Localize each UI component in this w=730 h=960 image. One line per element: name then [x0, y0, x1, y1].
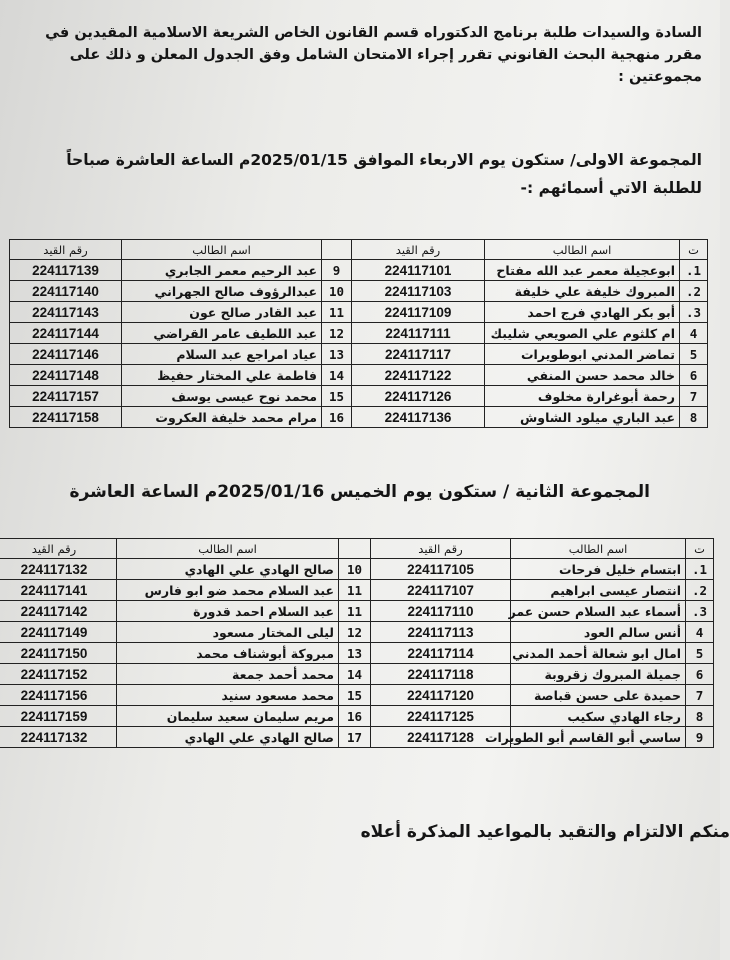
intro-line-1: السادة والسيدات طلبة برنامج الدكتوراه قسم القانون الخاص الشريعة الاسلامية المقيدين في: [45, 25, 702, 41]
row-index-cell: 3.: [680, 302, 708, 323]
registration-number-cell: 224117143: [10, 302, 122, 323]
registration-number-cell: 224117111: [352, 323, 485, 344]
student-name-cell: أنس سالم العود: [511, 622, 686, 643]
registration-number-cell: 224117126: [352, 386, 485, 407]
registration-number-cell: 224117120: [371, 685, 511, 706]
header-registration-number-2: رقم القيد: [0, 539, 117, 559]
registration-number-cell: 224117122: [352, 365, 485, 386]
student-name-cell: ساسي أبو القاسم أبو الطويرات: [511, 727, 686, 748]
row-index-cell: 1.: [680, 260, 708, 281]
student-name-cell: امال ابو شعالة أحمد المدني: [511, 643, 686, 664]
group1-heading-line-1: المجموعة الاولى/ ستكون يوم الاربعاء الموافق 2025/01/15م الساعة العاشرة صباحاً: [66, 151, 702, 169]
table-row: [10, 260, 708, 281]
registration-number-cell: 224117152: [0, 664, 117, 685]
registration-number-cell: 224117136: [352, 407, 485, 428]
group2-table: [0, 538, 714, 748]
intro-line-2: مقرر منهجية البحث القانوني تقرر إجراء الامتحان الشامل وفق الجدول المعلن و ذلك على: [69, 47, 702, 63]
registration-number-cell: 224117159: [0, 706, 117, 727]
table-row: [10, 344, 708, 365]
header-student-name-2: اسم الطالب: [122, 240, 322, 260]
student-name-cell: ابتسام خليل فرحات: [511, 559, 686, 580]
student-name-cell: صالح الهادي علي الهادي: [117, 727, 339, 748]
student-name-cell: عبد اللطيف عامر القراضي: [122, 323, 322, 344]
student-name-cell: رحمة أبوغرارة مخلوف: [485, 386, 680, 407]
registration-number-cell: 224117110: [371, 601, 511, 622]
row-index-cell: 13: [322, 344, 352, 365]
group1-heading: [66, 146, 702, 202]
header-registration-number-2: رقم القيد: [10, 240, 122, 260]
table-row: [0, 727, 714, 748]
table-row: [0, 664, 714, 685]
table-row: [0, 706, 714, 727]
row-index-cell: 8: [680, 407, 708, 428]
student-name-cell: جميلة المبروك زقروبة: [511, 664, 686, 685]
registration-number-cell: 224117113: [371, 622, 511, 643]
intro-line-3: مجموعتين :: [618, 69, 702, 85]
student-name-cell: ام كلثوم علي الصويعي شليبك: [485, 323, 680, 344]
group1-header-row: [10, 240, 708, 260]
row-index-cell: 14: [339, 664, 371, 685]
header-student-name: اسم الطالب: [511, 539, 686, 559]
student-name-cell: عياد امراجع عبد السلام: [122, 344, 322, 365]
group2-header-row: [0, 539, 714, 559]
student-name-cell: محمد أحمد جمعة: [117, 664, 339, 685]
student-name-cell: محمد مسعود سنيد: [117, 685, 339, 706]
registration-number-cell: 224117132: [0, 727, 117, 748]
row-index-cell: 10: [322, 281, 352, 302]
student-name-cell: تماضر المدني ابوطويرات: [485, 344, 680, 365]
student-name-cell: عبد السلام احمد قدورة: [117, 601, 339, 622]
student-name-cell: فاطمة علي المختار حفيظ: [122, 365, 322, 386]
row-index-cell: 1.: [686, 559, 714, 580]
student-name-cell: مبروكة أبوشناف محمد: [117, 643, 339, 664]
row-index-cell: 3.: [686, 601, 714, 622]
footer-note: منكم الالتزام والتقيد بالمواعيد المذكرة أعلاه: [360, 822, 730, 842]
table-row: [10, 281, 708, 302]
student-name-cell: حميدة على حسن قباصة: [511, 685, 686, 706]
table-row: [10, 407, 708, 428]
row-index-cell: 12: [339, 622, 371, 643]
registration-number-cell: 224117105: [371, 559, 511, 580]
student-name-cell: رجاء الهادي سكيب: [511, 706, 686, 727]
row-index-cell: 14: [322, 365, 352, 386]
student-name-cell: مرام محمد خليفة العكروت: [122, 407, 322, 428]
row-index-cell: 17: [339, 727, 371, 748]
registration-number-cell: 224117118: [371, 664, 511, 685]
row-index-cell: 6: [686, 664, 714, 685]
registration-number-cell: 224117107: [371, 580, 511, 601]
registration-number-cell: 224117128: [371, 727, 511, 748]
row-index-cell: 16: [322, 407, 352, 428]
row-index-cell: 5: [680, 344, 708, 365]
student-name-cell: صالح الهادي علي الهادي: [117, 559, 339, 580]
intro-paragraph: [12, 22, 702, 88]
group1-heading-line-2: للطلبة الاتي أسمائهم :-: [520, 179, 702, 197]
student-name-cell: عبد الباري ميلود الشاوش: [485, 407, 680, 428]
registration-number-cell: 224117157: [10, 386, 122, 407]
header-registration-number: رقم القيد: [352, 240, 485, 260]
table-row: [10, 302, 708, 323]
registration-number-cell: 224117146: [10, 344, 122, 365]
student-name-cell: خالد محمد حسن المنفي: [485, 365, 680, 386]
registration-number-cell: 224117125: [371, 706, 511, 727]
registration-number-cell: 224117142: [0, 601, 117, 622]
table-row: [0, 601, 714, 622]
header-student-name-2: اسم الطالب: [117, 539, 339, 559]
group1-table: [9, 239, 708, 428]
table-row: [10, 386, 708, 407]
student-name-cell: عبد السلام محمد ضو ابو فارس: [117, 580, 339, 601]
row-index-cell: 8: [686, 706, 714, 727]
student-name-cell: أبو بكر الهادي فرج احمد: [485, 302, 680, 323]
registration-number-cell: 224117144: [10, 323, 122, 344]
row-index-cell: 13: [339, 643, 371, 664]
student-name-cell: انتصار عيسى ابراهيم: [511, 580, 686, 601]
table-row: [10, 365, 708, 386]
registration-number-cell: 224117158: [10, 407, 122, 428]
student-name-cell: أسماء عبد السلام حسن عمر: [511, 601, 686, 622]
group2-heading: المجموعة الثانية / ستكون يوم الخميس 2025/01/16م الساعة العاشرة: [69, 482, 650, 502]
registration-number-cell: 224117150: [0, 643, 117, 664]
student-name-cell: ابوعجيلة معمر عبد الله مفتاح: [485, 260, 680, 281]
registration-number-cell: 224117140: [10, 281, 122, 302]
row-index-cell: 16: [339, 706, 371, 727]
registration-number-cell: 224117132: [0, 559, 117, 580]
row-index-cell: 11: [322, 302, 352, 323]
row-index-cell: 4: [680, 323, 708, 344]
header-registration-number: رقم القيد: [371, 539, 511, 559]
row-index-cell: 9: [686, 727, 714, 748]
registration-number-cell: 224117114: [371, 643, 511, 664]
row-index-cell: 6: [680, 365, 708, 386]
header-index: ت: [686, 539, 714, 559]
student-name-cell: مريم سليمان سعيد سليمان: [117, 706, 339, 727]
row-index-cell: 15: [322, 386, 352, 407]
row-index-cell: 5: [686, 643, 714, 664]
table-row: [10, 323, 708, 344]
student-name-cell: عبد الرحيم معمر الجابري: [122, 260, 322, 281]
header-student-name: اسم الطالب: [485, 240, 680, 260]
header-index-2: [339, 539, 371, 559]
registration-number-cell: 224117156: [0, 685, 117, 706]
registration-number-cell: 224117148: [10, 365, 122, 386]
table-row: [0, 580, 714, 601]
registration-number-cell: 224117117: [352, 344, 485, 365]
student-name-cell: عبدالرؤوف صالح الجهراني: [122, 281, 322, 302]
registration-number-cell: 224117101: [352, 260, 485, 281]
registration-number-cell: 224117139: [10, 260, 122, 281]
student-name-cell: عبد القادر صالح عون: [122, 302, 322, 323]
registration-number-cell: 224117109: [352, 302, 485, 323]
row-index-cell: 4: [686, 622, 714, 643]
row-index-cell: 12: [322, 323, 352, 344]
table-row: [0, 685, 714, 706]
header-index-2: [322, 240, 352, 260]
table-row: [0, 559, 714, 580]
table-row: [0, 622, 714, 643]
table-row: [0, 643, 714, 664]
row-index-cell: 11: [339, 580, 371, 601]
student-name-cell: المبروك خليفة علي خليفة: [485, 281, 680, 302]
row-index-cell: 2.: [686, 580, 714, 601]
row-index-cell: 15: [339, 685, 371, 706]
student-name-cell: محمد نوح عيسى يوسف: [122, 386, 322, 407]
row-index-cell: 10: [339, 559, 371, 580]
row-index-cell: 7: [680, 386, 708, 407]
registration-number-cell: 224117103: [352, 281, 485, 302]
student-name-cell: ليلى المختار مسعود: [117, 622, 339, 643]
row-index-cell: 2.: [680, 281, 708, 302]
registration-number-cell: 224117141: [0, 580, 117, 601]
row-index-cell: 7: [686, 685, 714, 706]
row-index-cell: 11: [339, 601, 371, 622]
registration-number-cell: 224117149: [0, 622, 117, 643]
row-index-cell: 9: [322, 260, 352, 281]
header-index: ت: [680, 240, 708, 260]
